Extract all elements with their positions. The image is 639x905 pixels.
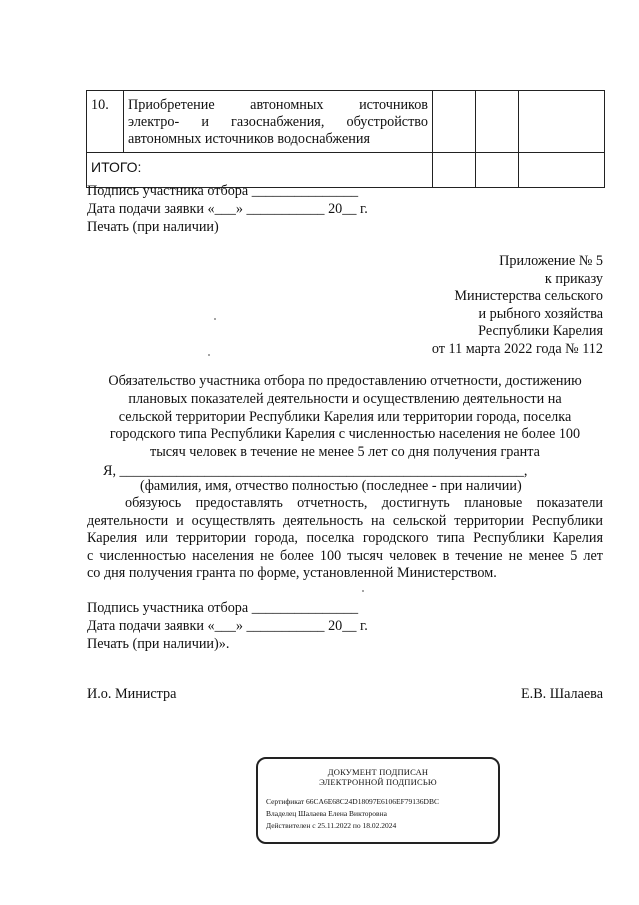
obligation-title [80,373,610,462]
date-line: Дата подачи заявки «___» ___________ 20__ г. [87,618,368,634]
body-line: с численностью населения не более 100 тысяч человек в течение не менее 5 лет [87,547,603,564]
date-line: Дата подачи заявки «___» ___________ 20__ г. [87,201,368,217]
appendix-line: Республики Карелия [478,323,603,340]
appendix-line: Приложение № 5 [499,253,603,269]
body-line: со дня получения гранта по форме, установленной Министерством. [87,565,497,582]
appendix-line: от 11 марта 2022 года № 112 [431,340,603,357]
total-label: ИТОГО: [87,153,433,188]
row-text-line: электро- и газоснабжения, обустройство [128,114,428,130]
name-hint: (фамилия, имя, отчество полностью (последнее - при наличии) [140,478,522,494]
title-line: Обязательство участника отбора по предоставлению отчетности, достижению [108,373,582,389]
scan-speck [362,590,364,592]
obligation-body [87,495,603,583]
row-description [124,91,433,153]
seal-line: Печать (при наличии)». [87,636,230,652]
appendix-line: к приказу [544,270,603,287]
title-line: городского типа Республики Карелия с численностью населения не более 100 [109,426,581,443]
title-line: сельской территории Республики Карелия или территории города, поселка [118,408,572,425]
body-line: деятельности и осуществлять деятельность на сельской территории Республики [87,512,603,529]
title-line: плановых показателей деятельности и осуществлению деятельности на [128,390,562,407]
empty-cell [433,153,476,188]
body-line: Карелия или территории города, поселка городского типа Республики Карелия [87,530,603,547]
row-text-line: автономных источников водоснабжения [128,131,370,147]
stamp-owner: Владелец Шалаева Елена Викторовна [266,809,387,818]
row-number: 10. [87,91,124,153]
seal-line: Печать (при наличии) [87,219,219,235]
name-fill-line: Я, _________________________________________________________, [103,463,528,479]
signature-line: Подпись участника отбора _______________ [87,600,359,616]
signature-line: Подпись участника отбора _______________ [87,183,359,199]
row-text-line: Приобретение автономных источников [128,97,428,113]
title-line: тысяч человек в течение не менее 5 лет со дня получения гранта [150,444,540,461]
signatory-position: И.о. Министра [87,686,177,702]
stamp-validity: Действителен с 25.11.2022 по 18.02.2024 [266,821,397,830]
signatory-name: Е.В. Шалаева [521,686,603,702]
appendix-line: и рыбного хозяйства [478,305,603,322]
empty-cell [476,91,519,153]
stamp-subtitle: ЭЛЕКТРОННОЙ ПОДПИСЬЮ [319,777,437,787]
appendix-line: Министерства сельского [454,288,603,305]
empty-cell [519,153,605,188]
empty-cell [433,91,476,153]
grant-expense-table [86,90,605,188]
table-row [87,91,605,153]
stamp-title: ДОКУМЕНТ ПОДПИСАН [327,767,429,777]
scan-speck [214,318,216,320]
scan-speck [208,354,210,356]
body-line: обязуюсь предоставлять отчетность, достигнуть плановые показатели [125,495,603,511]
appendix-header [432,253,603,359]
stamp-certificate: Сертификат 66CA6E68C24D18097E6106EF79136DBC [266,797,439,806]
electronic-signature-stamp [256,757,500,844]
empty-cell [476,153,519,188]
empty-cell [519,91,605,153]
